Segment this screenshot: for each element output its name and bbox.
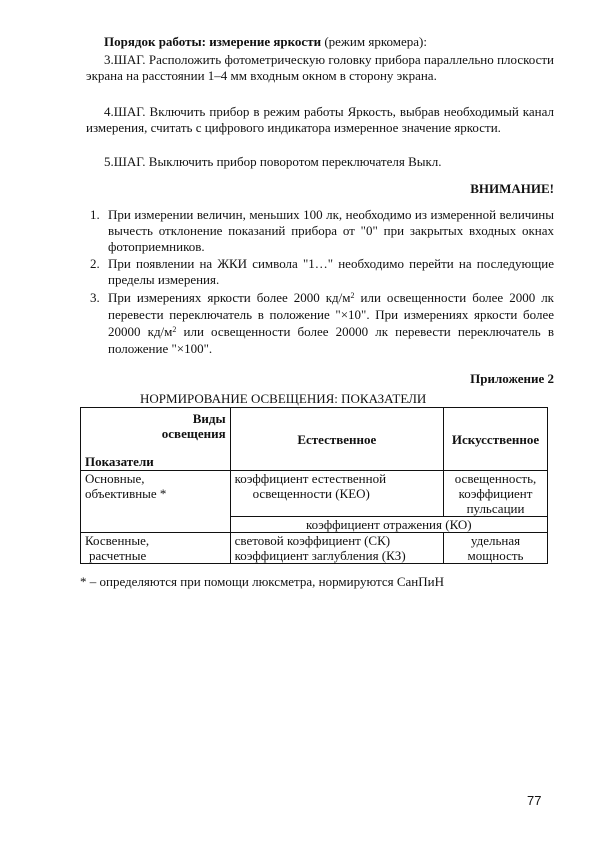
header-lighting-types: Виды освещения [161,411,226,441]
table-title: НОРМИРОВАНИЕ ОСВЕЩЕНИЯ: ПОКАЗАТЕЛИ [140,391,427,406]
header-indicators: Показатели [85,454,154,469]
table-header-row [81,408,548,471]
row-label-secondary: Косвенные, расчетные [81,533,231,564]
note-number: 3. [90,290,100,305]
superscript: 2 [172,325,177,334]
header-corner-cell [81,408,231,471]
attention-heading: ВНИМАНИЕ! [470,181,554,196]
cell-artificial-primary: освещенность, коэффициент пульсации [444,471,548,517]
cell-natural-primary: коэффициент естественной освещенности (КЕО) [230,471,443,517]
cell-artificial-secondary: удельная мощность [444,533,548,564]
step-5: 5.ШАГ. Выключить прибор поворотом переключателя Выкл. [104,154,442,169]
table-row [81,533,548,564]
note-number: 2. [90,256,100,271]
section-title-bold: Порядок работы: измерение яркости [104,34,322,49]
note-1 [86,207,554,255]
note-text-b: или освещенности более 2000 лк перевести переключатель в положение "×10". При измерениях яркости более 20000 кд/м [108,290,554,339]
header-natural: Естественное [230,408,443,471]
lighting-standards-table [80,407,548,564]
step-3: 3.ШАГ. Расположить фотометрическую головку прибора параллельно плоскости экрана на расстоянии 1–4 мм входным окном в сторону экрана. [86,52,554,83]
cell-reflection-merged: коэффициент отражения (КО) [230,517,547,533]
page-number: 77 [527,793,542,808]
note-number: 1. [90,207,100,222]
table-footnote: * – определяются при помощи люксметра, нормируются СанПиН [80,574,444,589]
section-title-rest: (режим яркомера): [321,34,427,49]
note-text: При появлении на ЖКИ символа "1…" необходимо перейти на последующие пределы измерения. [108,256,554,287]
note-2 [86,256,554,288]
step-4: 4.ШАГ. Включить прибор в режим работы Яркость, выбрав необходимый канал измерения, считать с цифрового индикатора измеренное значение яркости. [86,104,554,135]
cell-natural-secondary: световой коэффициент (СК) коэффициент заглубления (КЗ) [230,533,443,564]
note-text: При измерении величин, меньших 100 лк, необходимо из измеренной величины вычесть отклонение показаний прибора от "0" при закрытых входных окнах фотоприемников. [108,207,554,254]
row-label-primary: Основные, объективные * [81,471,231,533]
note-text-a: При измерениях яркости более 2000 кд/м [108,290,351,305]
header-artificial: Искусственное [444,408,548,471]
table-row [81,471,548,517]
section-title [86,34,554,50]
appendix-label: Приложение 2 [470,371,554,386]
note-text-c: или освещенности более 20000 лк перевести переключатель в положение "×100". [108,324,554,356]
superscript: 2 [350,291,355,300]
notes-list [86,207,554,357]
note-3 [86,289,554,357]
